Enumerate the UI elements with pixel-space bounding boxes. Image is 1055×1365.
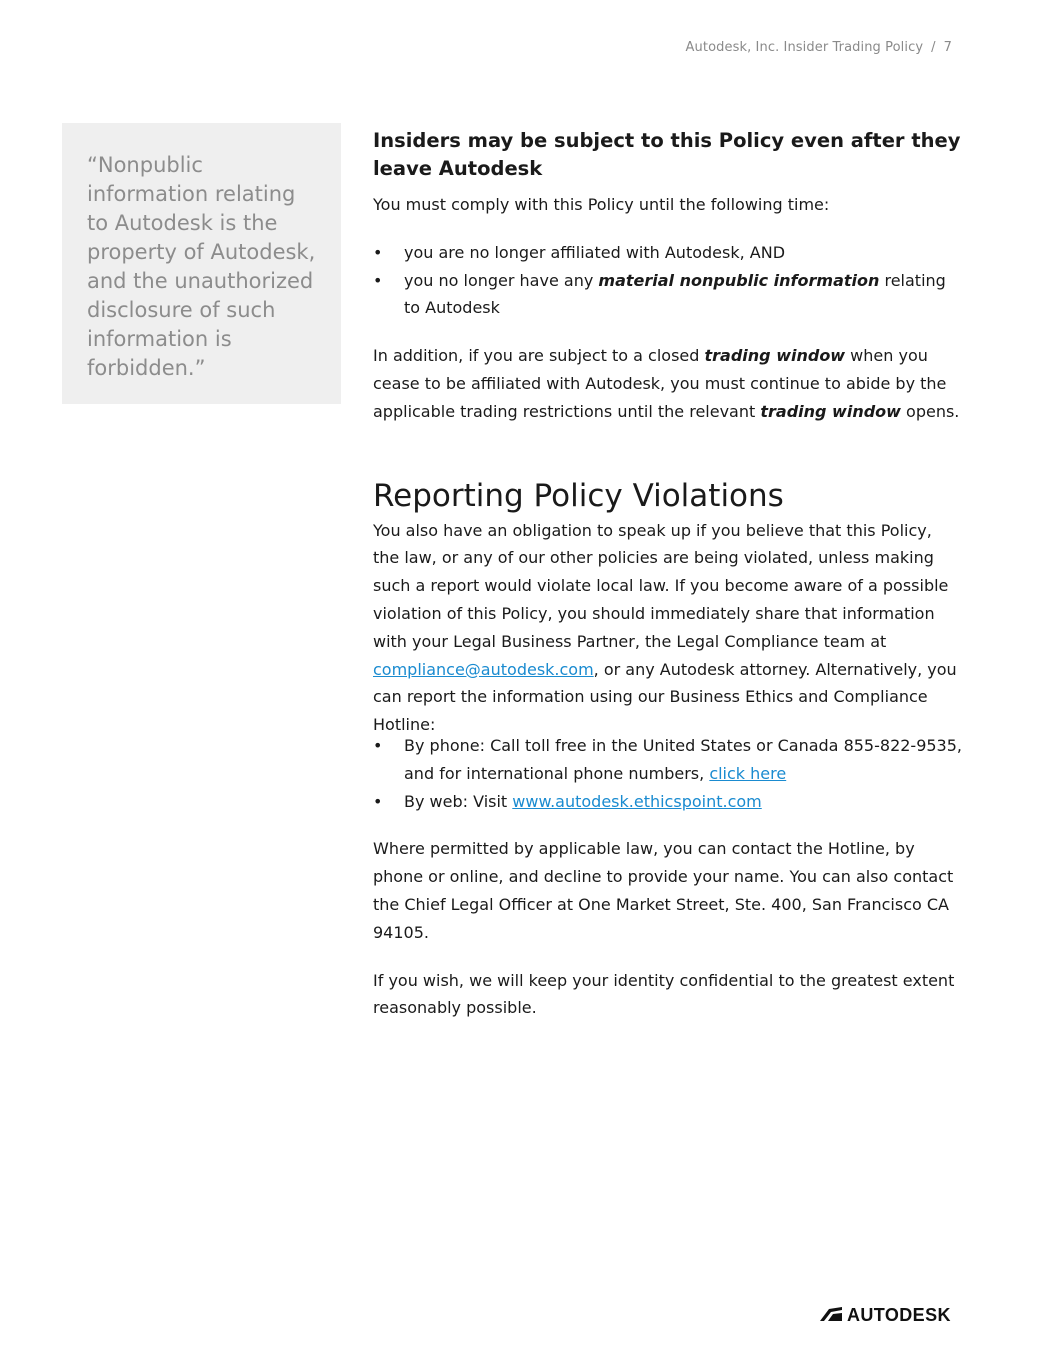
paragraph-text: opens. xyxy=(900,401,960,421)
section-subheading: Insiders may be subject to this Policy even after they leave Autodesk xyxy=(373,129,961,180)
page-number: 7 xyxy=(943,40,952,55)
ethicspoint-link[interactable]: www.autodesk.ethicspoint.com xyxy=(512,791,762,811)
list-item-text: By phone: Call toll free in the United States or Canada 855-822-9535, and for international phone numbers, xyxy=(404,735,962,783)
defined-term: trading window xyxy=(704,346,846,366)
header-separator: / xyxy=(931,40,936,55)
list-item-text: relating to Autodesk xyxy=(404,270,946,318)
compliance-intro: You must comply with this Policy until the following time: xyxy=(373,195,830,214)
paragraph-text: In addition, if you are subject to a closed xyxy=(373,346,705,366)
document-title: Autodesk, Inc. Insider Trading Policy xyxy=(685,40,924,55)
paragraph-text: , or any Autodesk attorney. Alternatively, you can report the information using our Business Ethics and Compliance Hotline: xyxy=(373,659,957,735)
pull-quote-text: “Nonpublic information relating to Autodesk is the property of Autodesk, and the unauthorized disclosure of such information is forbidden.” xyxy=(87,153,316,380)
compliance-conditions-list xyxy=(373,239,963,322)
list-item-text: By web: Visit xyxy=(404,791,513,811)
autodesk-logo xyxy=(820,1305,951,1325)
logo-wordmark: AUTODESK xyxy=(847,1304,951,1325)
section-title: Reporting Policy Violations xyxy=(373,477,784,514)
pull-quote-box xyxy=(62,123,341,404)
confidentiality-paragraph: If you wish, we will keep your identity confidential to the greatest extent reasonably possible. xyxy=(373,970,955,1018)
trading-window-paragraph xyxy=(373,342,963,425)
list-item xyxy=(373,732,963,788)
list-item xyxy=(373,788,963,816)
paragraph-text: You also have an obligation to speak up if you believe that this Policy, the law, or any of our other policies are being violated, unless making such a report would violate local law. If you become aware of a possible violation of this Policy, you should immediately share that information with your Legal Business Partner, the Legal Compliance team at xyxy=(373,520,949,651)
hotline-paragraph: Where permitted by applicable law, you can contact the Hotline, by phone or online, and decline to provide your name. You can also contact the Chief Legal Officer at One Market Street, Ste. 400, San Francisco CA 94105. xyxy=(373,839,954,942)
reporting-paragraph xyxy=(373,517,963,739)
main-content xyxy=(373,127,963,1022)
international-numbers-link[interactable]: click here xyxy=(709,763,787,783)
autodesk-logo-mark-icon xyxy=(820,1306,842,1325)
list-item xyxy=(373,267,963,323)
list-item-text: you no longer have any xyxy=(404,270,599,290)
paragraph-text: when you cease to be affiliated with Autodesk, you must continue to abide by the applicable trading restrictions until the relevant xyxy=(373,346,947,421)
compliance-email-link[interactable]: compliance@autodesk.com xyxy=(373,659,594,679)
defined-term: material nonpublic information xyxy=(598,270,880,290)
list-item: • you are no longer affiliated with Autodesk, AND xyxy=(373,239,963,267)
hotline-options-list xyxy=(373,732,963,815)
defined-term: trading window xyxy=(760,401,901,421)
page-header xyxy=(686,40,952,55)
